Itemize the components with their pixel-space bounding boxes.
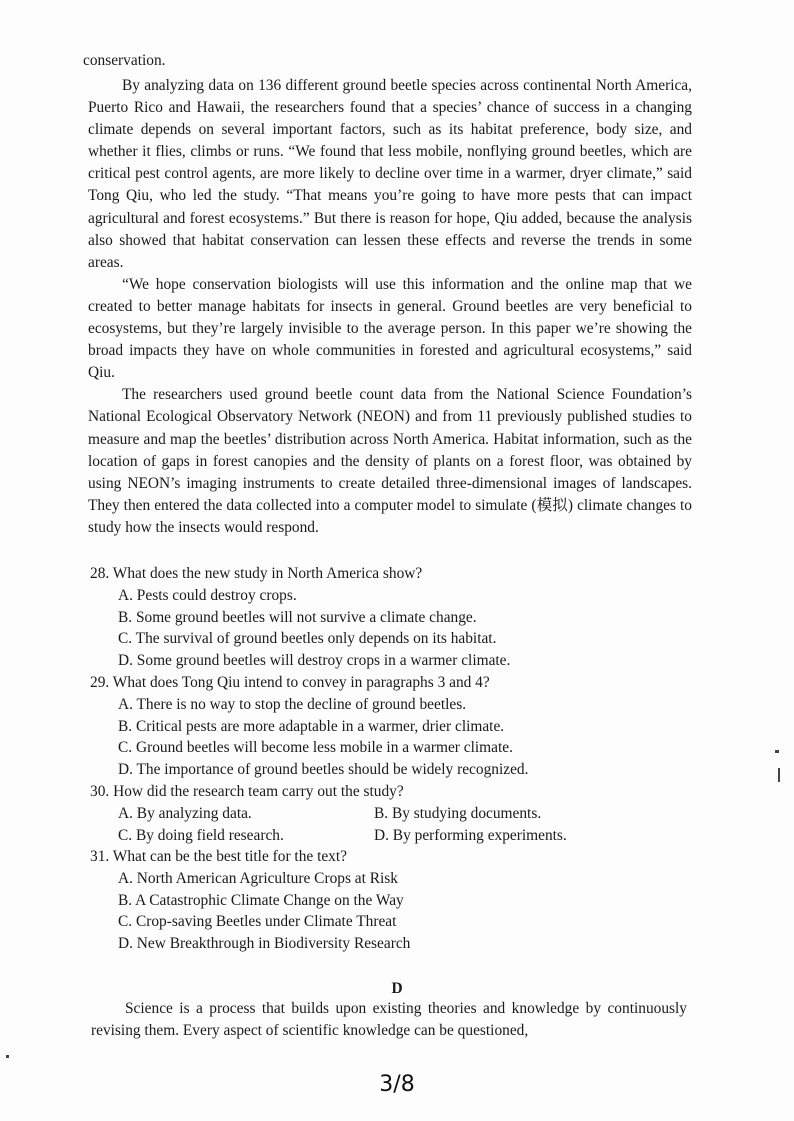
option-b: B. Critical pests are more adaptable in a warmer, drier climate. — [118, 717, 505, 735]
question-stem: 31. What can be the best title for the text? — [90, 848, 347, 865]
option-a: A. North American Agriculture Crops at Risk — [118, 869, 398, 887]
passage-paragraph-2: “We hope conservation biologists will use this information and the online map that we created to better manage habitats for insects in general. Ground beetles are very beneficial to ecosystems, but they’re largely invisible to the average person. In this paper we’re showing the broad impacts they have on whole communities in forested and agricultural ecosystems,” said Qiu. — [88, 275, 692, 382]
option-d: D. New Breakthrough in Biodiversity Research — [118, 935, 411, 953]
passage-paragraph-3: The researchers used ground beetle count data from the National Science Foundation’s National Ecological Observatory Network (NEON) and from 11 previously published studies to measure and map the beetles’ distribution across North America. Habitat information, such as the location of gaps in forest canopies and the density of plants on a forest floor, was obtained by using NEON’s imaging instruments to create detailed three-dimensional images of landscapes. They then entered the data collected into a computer model to simulate (模拟) climate changes to study how the insects would respond. — [88, 386, 692, 536]
option-c: C. Crop-saving Beetles under Climate Threat — [118, 913, 397, 931]
option-row — [90, 825, 567, 847]
page-number: 3/8 — [379, 1072, 415, 1097]
option-b: B. A Catastrophic Climate Change on the Way — [118, 891, 404, 909]
question-30 — [90, 781, 567, 846]
option-d: D. Some ground beetles will destroy crops in a warmer climate. — [118, 652, 511, 670]
question-28 — [90, 563, 510, 672]
option-a: A. There is no way to stop the decline of ground beetles. — [118, 695, 467, 713]
option-c: C. By doing field research. — [118, 826, 284, 844]
question-31 — [90, 846, 410, 955]
passage-body — [88, 75, 692, 539]
section-heading: D — [391, 980, 403, 997]
scan-artifact — [778, 768, 780, 782]
option-d: D. The importance of ground beetles should be widely recognized. — [118, 761, 529, 779]
option-d: D. By performing experiments. — [374, 826, 567, 844]
option-a: A. By analyzing data. — [118, 804, 252, 822]
question-stem: 29. What does Tong Qiu intend to convey in paragraphs 3 and 4? — [90, 674, 490, 691]
passage-paragraph-1: By analyzing data on 136 different ground beetle species across continental North America, Puerto Rico and Hawaii, the researchers found that a species’ chance of success in a changing climate depends on several important factors, such as its habitat preference, body size, and whether it flies, climbs or runs. “We found that less mobile, nonflying ground beetles, which are critical pest control agents, are more likely to decline over time in a warmer, dryer climate,” said Tong Qiu, who led the study. “That means you’re going to have more pests that can impact agricultural and forest ecosystems.” But there is reason for hope, Qiu added, because the analysis also showed that habitat conservation can lessen these effects and reverse the trends in some areas. — [88, 77, 692, 271]
option-c: C. Ground beetles will become less mobile in a warmer climate. — [118, 739, 513, 757]
passage-continuation: conservation. — [83, 52, 166, 69]
question-stem: 30. How did the research team carry out the study? — [90, 783, 404, 800]
option-b: B. Some ground beetles will not survive a climate change. — [118, 608, 477, 626]
section-d-passage — [91, 998, 687, 1042]
option-b: B. By studying documents. — [374, 804, 542, 822]
question-29 — [90, 672, 528, 781]
passage-paragraph: Science is a process that builds upon existing theories and knowledge by continuously revising them. Every aspect of scientific knowledge can be questioned, — [91, 1000, 687, 1039]
question-stem: 28. What does the new study in North America show? — [90, 565, 423, 582]
option-row — [90, 803, 567, 825]
option-a: A. Pests could destroy crops. — [118, 586, 297, 604]
scan-artifact — [775, 750, 779, 753]
option-c: C. The survival of ground beetles only depends on its habitat. — [118, 630, 497, 648]
scan-artifact — [6, 1055, 9, 1058]
